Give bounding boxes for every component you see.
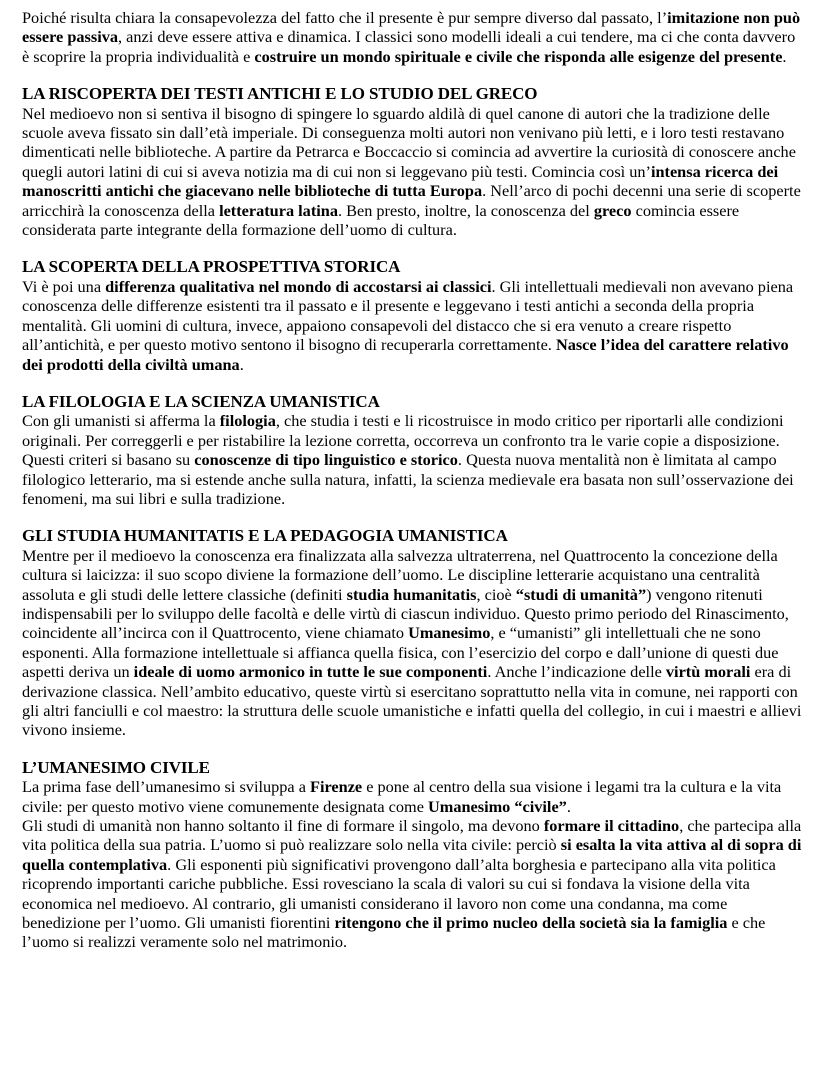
section-heading: LA SCOPERTA DELLA PROSPETTIVA STORICA	[22, 257, 401, 277]
text-run: comincia essere considerata parte integrante della formazione dell’uomo di cultura.	[22, 200, 740, 240]
bold-text: differenza qualitativa nel mondo di accostarsi ai classici	[105, 276, 492, 296]
text-run: , e “umanisti” gli intellettuali che ne sono esponenti. Alla formazione intellettuale si affianca quella fisica, con l’esercizio del corpo e dall’unione di questi due aspetti deriva un	[22, 623, 779, 682]
bold-text: studia humanitatis	[346, 584, 477, 604]
section-heading: GLI STUDIA HUMANITATIS E LA PEDAGOGIA UMANISTICA	[22, 526, 508, 546]
paragraph	[22, 104, 806, 240]
text-run: , cioè	[476, 584, 516, 604]
intro-section	[22, 8, 806, 66]
section-gli-studia-humanitatis-e-la-pedagogia-umanistica	[22, 526, 806, 739]
text-run: era di derivazione classica. Nell’ambito educativo, queste virtù si esercitano soprattutto nella vita in comune, nei rapporti con gli altri fanciulli e col maestro: la struttura delle scuole umanistiche e infatti quella del collegio, in cui i maestri e allievi vivono insieme.	[22, 662, 802, 740]
text-run: Vi è poi una	[22, 276, 106, 296]
paragraph	[22, 8, 806, 66]
text-run: ) vengono ritenuti indispensabili per lo sviluppo delle facoltà e delle virtù di ciascun individuo. Questo primo periodo del Rinascimento, coincidente all’incirca con il Quattrocento, viene chiamato	[22, 584, 789, 643]
section-la-riscoperta-dei-testi-antichi-e-lo-studio-del-greco	[22, 84, 806, 239]
bold-text: ideale di uomo armonico in tutte le sue componenti	[133, 662, 488, 682]
paragraph	[22, 816, 806, 952]
paragraph	[22, 411, 806, 508]
section-heading: LA FILOLOGIA E LA SCIENZA UMANISTICA	[22, 391, 380, 411]
text-run: , che partecipa alla vita politica della sua patria. L’uomo si può realizzare solo nella vita civile: perciò	[22, 816, 802, 855]
text-run: Con gli umanisti si afferma la	[22, 411, 220, 431]
text-run: . Questa nuova mentalità non è limitata al campo filologico letterario, ma si estende anche sulla natura, infatti, la scienza medievale era basata non sull’osservazione dei fenomeni, ma sui libri e sulla tradizione.	[22, 450, 794, 508]
section-l-umanesimo-civile	[22, 758, 806, 952]
bold-text: Firenze	[310, 777, 363, 797]
bold-text: greco	[593, 200, 632, 220]
section-heading: LA RISCOPERTA DEI TESTI ANTICHI E LO STUDIO DEL GRECO	[22, 84, 538, 104]
bold-text: ritengono che il primo nucleo della società sia la famiglia	[334, 913, 728, 933]
text-run: . Nell’arco di pochi decenni una serie di scoperte arricchirà la conoscenza della	[22, 181, 801, 220]
text-run: Nel medioevo non si sentiva il bisogno di spingere lo sguardo aldilà di quel canone di autori che la tradizione delle scuole aveva fissato sin dall’età imperiale. Di conseguenza molti autori non venivano più letti, e i loro testi restavano dimenticati nelle biblioteche. A partire da Petrarca e Boccaccio si comincia ad avvertire la curiosità di conoscere anche quegli autori latini di cui si aveva notizia ma di cui non si leggevano più testi. Comincia così un’	[22, 103, 796, 181]
paragraph	[22, 777, 806, 816]
paragraph	[22, 277, 806, 374]
bold-text: si esalta la vita attiva al di sopra di quella contemplativa	[22, 835, 802, 874]
text-run: La prima fase dell’umanesimo si sviluppa a	[22, 777, 311, 797]
text-run: . Ben presto, inoltre, la conoscenza del	[337, 200, 594, 220]
section-la-filologia-e-la-scienza-umanistica	[22, 392, 806, 508]
section-heading: L’UMANESIMO CIVILE	[22, 757, 210, 777]
bold-text: Nasce l’idea del carattere relativo dei prodotti della civiltà umana	[22, 335, 789, 374]
text-run: , anzi deve essere attiva e dinamica. I classici sono modelli ideali a cui tendere, ma ci che conta davvero è scoprire la propria individualità e	[22, 27, 796, 66]
paragraph	[22, 546, 806, 740]
text-run: Mentre per il medioevo la conoscenza era finalizzata alla salvezza ultraterrena, nel Quattrocento la concezione della cultura si laicizza: il suo scopo diviene la formazione dell’uomo. Le discipline letterarie acquistano una centralità assoluta e gli studi delle lettere classiche (definiti	[22, 545, 778, 604]
text-run: . Gli esponenti più significativi provengono dall’alta borghesia e partecipano alla vita politica ricoprendo importanti cariche pubbliche. Essi rovesciano la scala di valori su cui si fondava la visione della vita economica nel medioevo. Al contrario, gli umanisti considerano il lavoro non come una condanna, ma come benedizione per l’uomo. Gli umanisti fiorentini	[22, 854, 776, 933]
text-run: .	[239, 354, 244, 374]
text-run: e che l’uomo si realizzi veramente solo nel matrimonio.	[22, 913, 766, 952]
bold-text: conoscenze di tipo linguistico e storico	[194, 450, 458, 470]
bold-text: letteratura latina	[219, 200, 338, 220]
text-run: .	[566, 796, 571, 816]
bold-text: costruire un mondo spirituale e civile che risponda alle esigenze del presente	[254, 46, 783, 66]
bold-text: virtù morali	[665, 662, 751, 682]
text-run: . Anche l’indicazione delle	[487, 662, 666, 682]
bold-text: formare il cittadino	[543, 816, 680, 836]
bold-text: Umanesimo	[408, 623, 491, 643]
text-run: .	[782, 46, 787, 66]
text-run: Poiché risulta chiara la consapevolezza del fatto che il presente è pur sempre diverso dal passato, l’	[22, 8, 668, 27]
bold-text: “studi di umanità”	[515, 584, 647, 604]
text-run: , che studia i testi e li ricostruisce in modo critico per riportarli alle condizioni originali. Per correggerli e per ristabilire la lezione corretta, occorreva un confronto tra le varie copie a disposizione. Questi criteri si basano su	[22, 411, 784, 470]
bold-text: filologia	[219, 411, 276, 431]
section-la-scoperta-della-prospettiva-storica	[22, 257, 806, 373]
bold-text: imitazione non può essere passiva	[22, 8, 801, 47]
text-run: . Gli intellettuali medievali non avevano piena conoscenza delle differenze esistenti tra il passato e il presente e leggevano i testi antichi a seconda della propria mentalità. Gli uomini di cultura, invece, appaiono consapevoli del distacco che si era venuto a creare rispetto all’antichità, e per questo motivo sentono il bisogno di recuperarla correttamente.	[22, 276, 794, 355]
text-run: e pone al centro della sua visione i legami tra la cultura e la vita civile: per questo motivo viene comunemente designata come	[22, 777, 782, 816]
bold-text: intensa ricerca dei manoscritti antichi che giacevano nelle biblioteche di tutta Europa	[22, 161, 779, 201]
text-run: Gli studi di umanità non hanno soltanto il fine di formare il singolo, ma devono	[22, 816, 544, 836]
bold-text: Umanesimo “civile”	[428, 796, 567, 816]
